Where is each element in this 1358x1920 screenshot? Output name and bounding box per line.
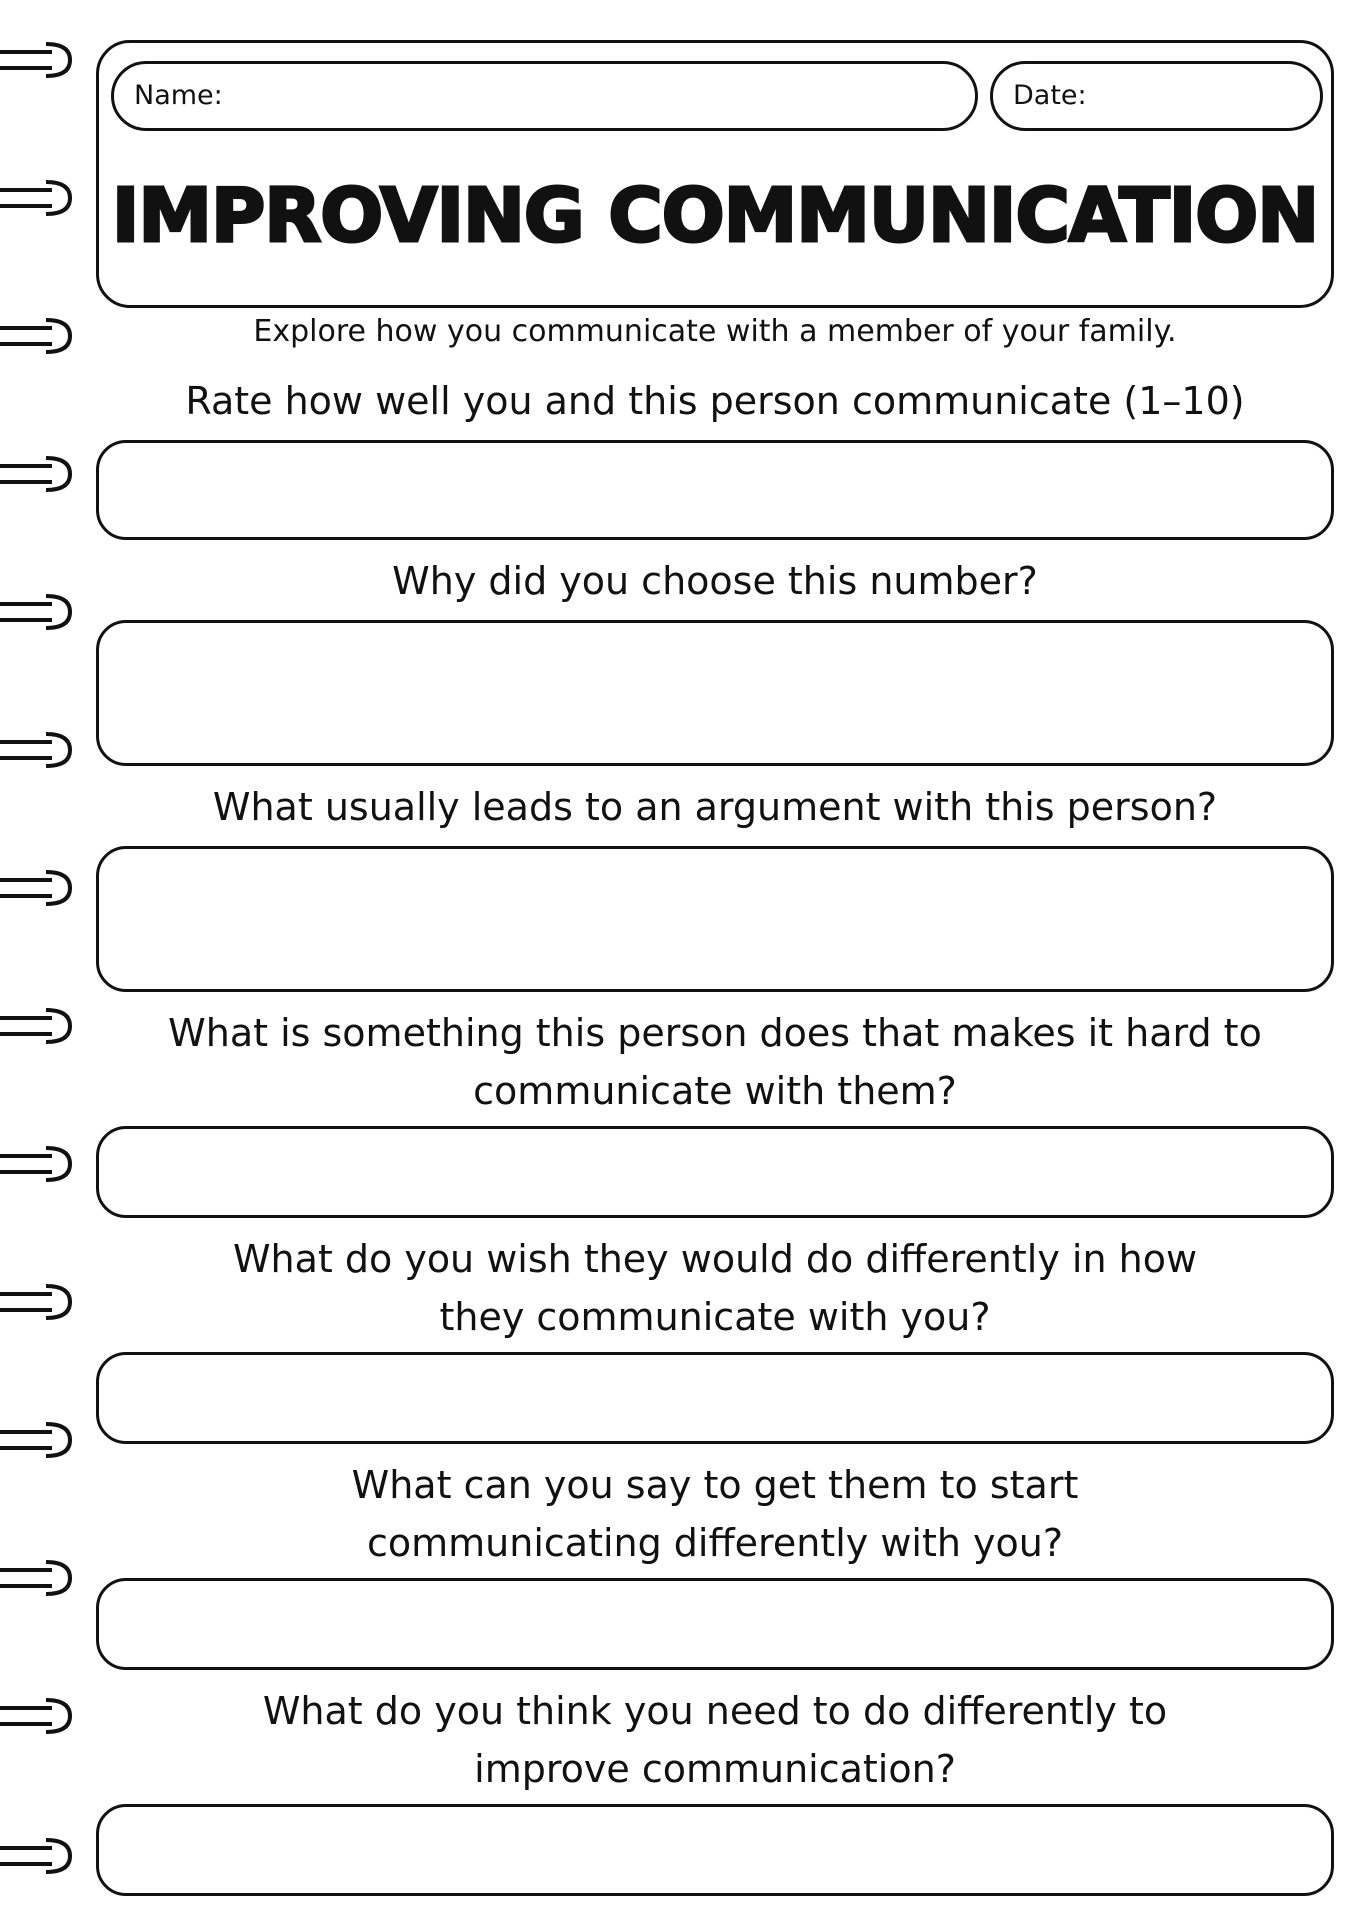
question-line: Why did you choose this number? [392,559,1038,603]
answer-box-4[interactable] [96,1126,1334,1218]
question-2 [96,552,1334,610]
answer-box-3[interactable] [96,846,1334,992]
date-field[interactable] [990,61,1323,131]
question-line: communicating differently with you? [366,1521,1064,1565]
answer-box-5[interactable] [96,1352,1334,1444]
binder-ring-icon [0,1142,76,1186]
question-line: What is something this person does that makes it hard to [168,1011,1262,1055]
binder-ring-icon [0,866,76,910]
question-4 [96,1004,1334,1120]
question-line: What usually leads to an argument with this person? [212,785,1218,829]
question-line: Rate how well you and this person communicate (1–10) [185,379,1245,423]
binder-ring-icon [0,1694,76,1738]
question-line: they communicate with you? [439,1295,991,1339]
name-label: Name: [134,80,223,111]
question-line: What do you think you need to do differently to [262,1689,1168,1733]
question-line: What can you say to get them to start [351,1463,1079,1507]
binder-ring-icon [0,1004,76,1048]
page-title: IMPROVING COMMUNICATION [111,173,1319,259]
answer-box-1[interactable] [96,440,1334,540]
question-3 [96,778,1334,836]
answer-box-7[interactable] [96,1804,1334,1896]
name-field[interactable] [111,61,978,131]
question-line: What do you wish they would do differently in how [232,1237,1198,1281]
question-line: improve communication? [474,1747,956,1791]
worksheet-header [96,40,1334,308]
binder-ring-icon [0,1556,76,1600]
binder-ring-icon [0,452,76,496]
question-5 [96,1230,1334,1346]
question-6 [96,1456,1334,1572]
intro-text: Explore how you communicate with a member of your family. [253,314,1177,349]
question-7 [96,1682,1334,1798]
binder-ring-icon [0,314,76,358]
binder-ring-icon [0,176,76,220]
answer-box-6[interactable] [96,1578,1334,1670]
spiral-binding [0,0,80,1920]
binder-ring-icon [0,1834,76,1878]
question-line: communicate with them? [473,1069,957,1113]
question-1 [96,372,1334,430]
binder-ring-icon [0,728,76,772]
binder-ring-icon [0,38,76,82]
binder-ring-icon [0,1418,76,1462]
binder-ring-icon [0,590,76,634]
date-label: Date: [1013,80,1087,111]
answer-box-2[interactable] [96,620,1334,766]
binder-ring-icon [0,1280,76,1324]
